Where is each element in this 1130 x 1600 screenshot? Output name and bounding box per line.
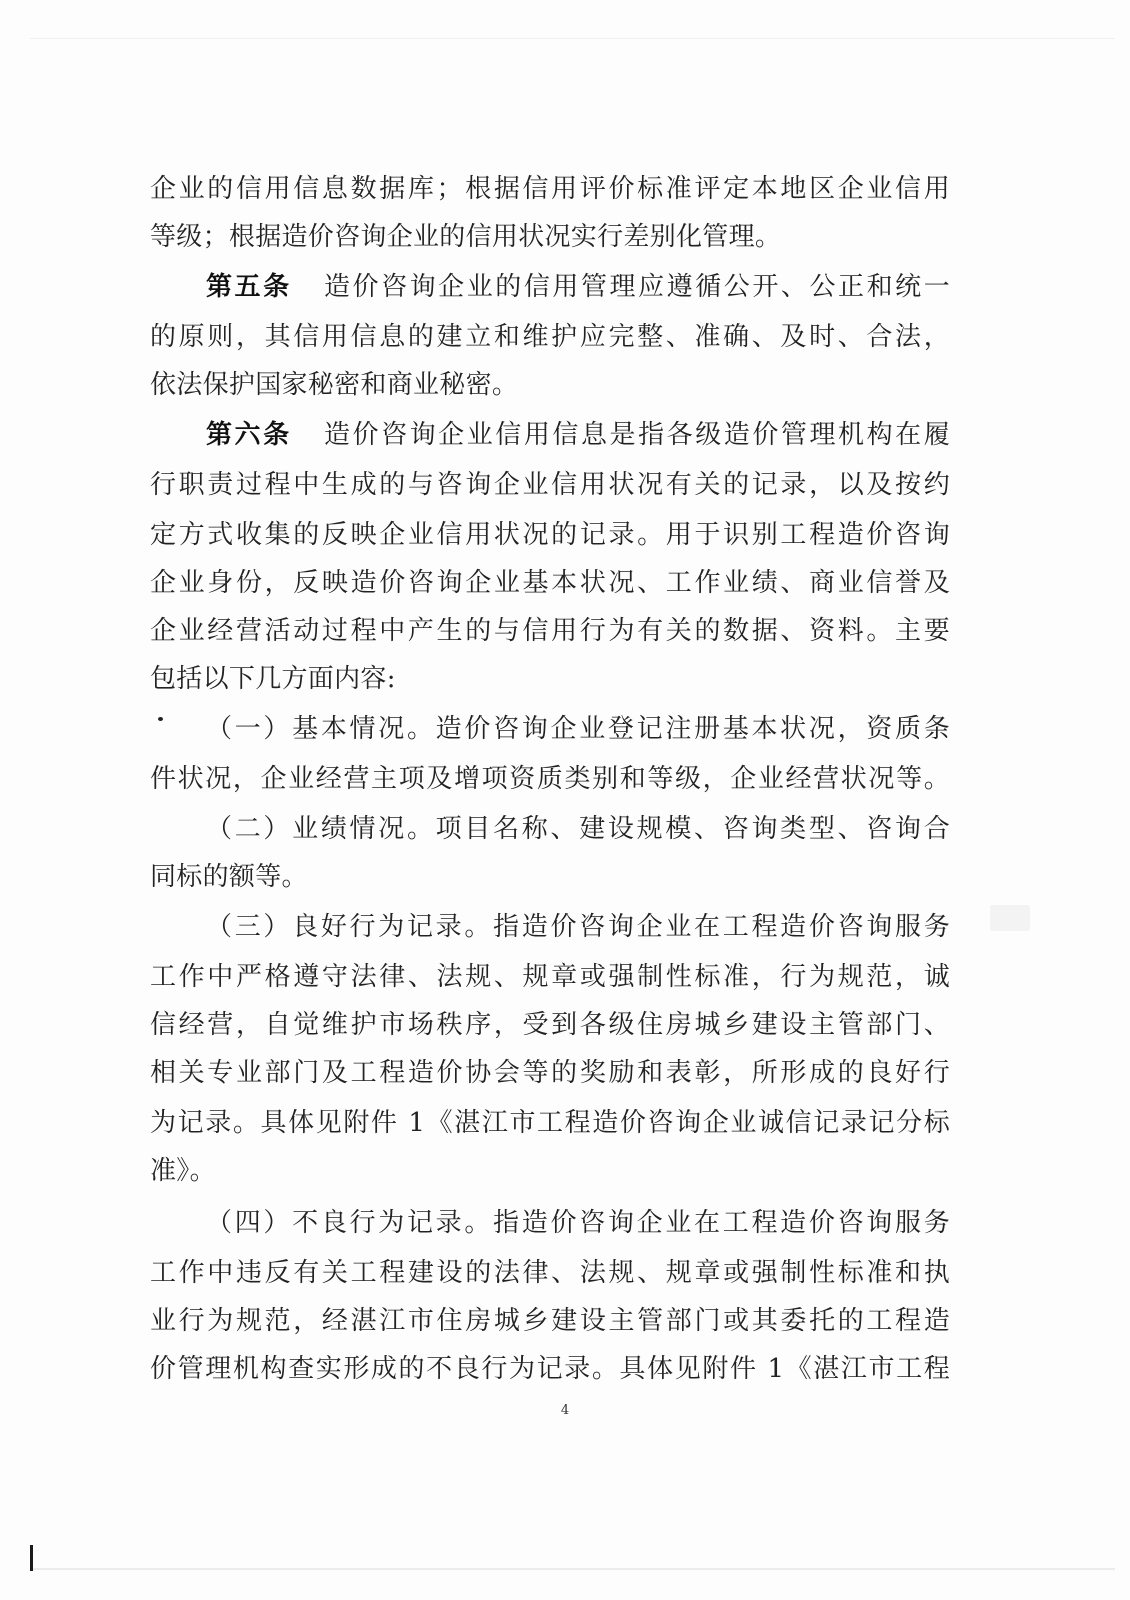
text-line-15: 同标的额等。 <box>150 862 308 892</box>
scan-edge-bottom <box>30 1568 1115 1570</box>
text-line-6: 造价咨询企业信用信息是指各级造价管理机构在履 <box>321 420 950 450</box>
article-6-heading: 第六条 <box>206 420 292 450</box>
scan-edge-top <box>30 38 1115 39</box>
text-line-19: 相关专业部门及工程造价协会等的奖励和表彰，所形成的良好行 <box>150 1058 950 1088</box>
text-line-8: 定方式收集的反映企业信用状况的记录。用于识别工程造价咨询 <box>150 520 950 550</box>
text-line-3: 造价咨询企业的信用管理应遵循公开、公正和统一 <box>321 272 950 302</box>
article-6-paragraph <box>206 412 950 458</box>
text-line-18: 信经营，自觉维护市场秩序，受到各级住房城乡建设主管部门、 <box>150 1010 950 1040</box>
text-line-22: （四）不良行为记录。指造价咨询企业在工程造价咨询服务 <box>206 1208 950 1238</box>
text-line-13: 件状况，企业经营主项及增项资质类别和等级，企业经营状况等。 <box>150 764 950 794</box>
scan-mark <box>30 1545 33 1571</box>
text-line-20: 为记录。具体见附件 1《湛江市工程造价咨询企业诚信记录记分标 <box>150 1108 950 1138</box>
text-line-23: 工作中违反有关工程建设的法律、法规、规章或强制性标准和执 <box>150 1258 950 1288</box>
text-line-10: 企业经营活动过程中产生的与信用行为有关的数据、资料。主要 <box>150 616 950 646</box>
page-number: 4 <box>560 1403 570 1418</box>
text-line-17: 工作中严格遵守法律、法规、规章或强制性标准，行为规范，诚 <box>150 962 950 992</box>
text-line-9: 企业身份，反映造价咨询企业基本状况、工作业绩、商业信誉及 <box>150 568 950 598</box>
text-line-2: 等级；根据造价咨询企业的信用状况实行差别化管理。 <box>150 222 782 252</box>
text-line-1: 企业的信用信息数据库；根据信用评价标准评定本地区企业信用 <box>150 174 950 204</box>
scan-smudge <box>990 905 1030 931</box>
article-5-paragraph <box>206 264 950 310</box>
scan-speck <box>158 717 163 721</box>
text-line-21: 准》。 <box>150 1156 216 1186</box>
text-line-16: （三）良好行为记录。指造价咨询企业在工程造价咨询服务 <box>206 912 950 942</box>
article-5-heading: 第五条 <box>206 272 292 302</box>
text-line-14: （二）业绩情况。项目名称、建设规模、咨询类型、咨询合 <box>206 814 950 844</box>
text-line-7: 行职责过程中生成的与咨询企业信用状况有关的记录，以及按约 <box>150 470 950 500</box>
text-line-11: 包括以下几方面内容: <box>150 664 396 694</box>
text-line-4: 的原则，其信用信息的建立和维护应完整、准确、及时、合法， <box>150 322 950 352</box>
text-line-24: 业行为规范，经湛江市住房城乡建设主管部门或其委托的工程造 <box>150 1306 950 1336</box>
text-line-5: 依法保护国家秘密和商业秘密。 <box>150 370 519 400</box>
text-line-12: （一）基本情况。造价咨询企业登记注册基本状况，资质条 <box>206 714 950 744</box>
text-line-25: 价管理机构查实形成的不良行为记录。具体见附件 1《湛江市工程 <box>150 1354 950 1384</box>
